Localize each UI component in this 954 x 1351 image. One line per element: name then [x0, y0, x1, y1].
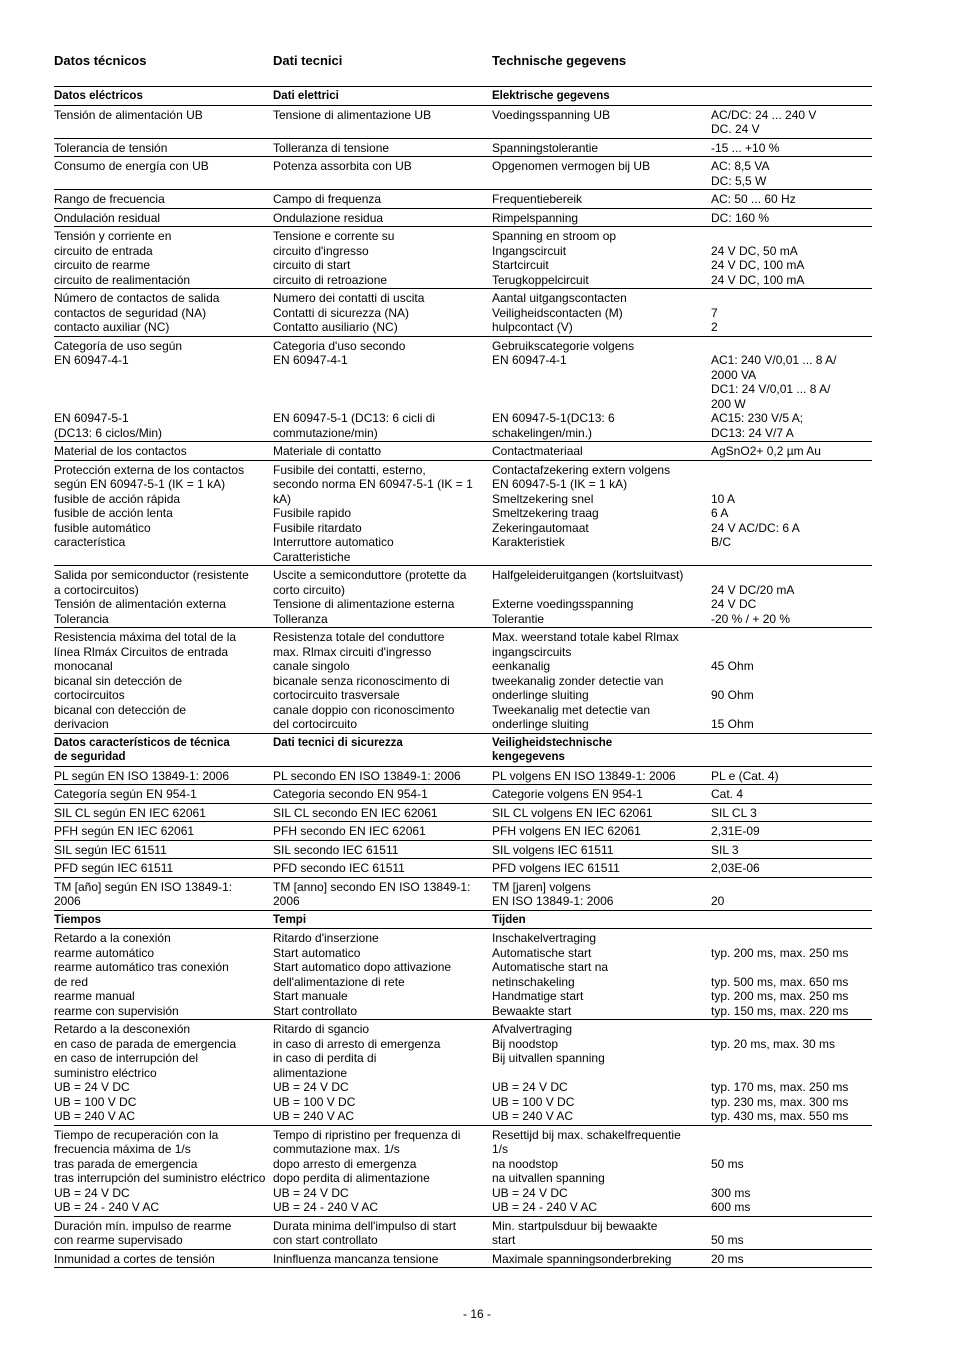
cell-value	[711, 910, 872, 929]
cell-value: AC: 50 ... 60 Hz	[711, 190, 872, 209]
cell-nl: Opgenomen vermogen bij UB	[492, 157, 711, 190]
table-row	[54, 859, 872, 878]
page-number: - 16 -	[462, 1307, 491, 1321]
cell-value: 24 V DC, 50 mA 24 V DC, 100 mA 24 V DC, 100 mA	[711, 227, 872, 289]
cell-value: 7 2	[711, 289, 872, 337]
cell-nl: SIL CL volgens EN IEC 62061	[492, 803, 711, 822]
column-headings	[54, 53, 872, 73]
table-row	[54, 877, 872, 910]
cell-nl: TM [jaren] volgens EN ISO 13849-1: 2006	[492, 877, 711, 910]
cell-value: 10 A 6 A 24 V AC/DC: 6 A B/C	[711, 460, 872, 566]
section-header-row	[54, 910, 872, 929]
cell-value: AC1: 240 V/0,01 ... 8 A/ 2000 VA DC1: 24 V/0,01 ... 8 A/ 200 W AC15: 230 V/5 A; DC13: 24 V/7 A	[711, 336, 872, 442]
cell-nl: Spanningstolerantie	[492, 138, 711, 157]
cell-es: Inmunidad a cortes de tensión	[54, 1249, 273, 1268]
heading-es: Datos técnicos	[54, 53, 147, 68]
cell-es: Retardo a la conexión rearme automático rearme automático tras conexión de red rearme manual rearme con supervisión	[54, 929, 273, 1020]
cell-value: typ. 20 ms, max. 30 ms typ. 170 ms, max. 250 ms typ. 230 ms, max. 300 ms typ. 430 ms, max. 550 ms	[711, 1020, 872, 1126]
table-row	[54, 442, 872, 461]
cell-it: Fusibile dei contatti, esterno, secondo norma EN 60947-5-1 (IK = 1 kA) Fusibile rapido Fusibile ritardato Interruttore automatico Caratteristiche	[273, 460, 492, 566]
cell-es: SIL CL según EN IEC 62061	[54, 803, 273, 822]
table-row	[54, 766, 872, 785]
table-row	[54, 336, 872, 442]
table-row	[54, 105, 872, 138]
cell-it: Campo di frequenza	[273, 190, 492, 209]
cell-nl: Aantal uitgangscontacten Veiligheidscontacten (M) hulpcontact (V)	[492, 289, 711, 337]
cell-it: PFD secondo IEC 61511	[273, 859, 492, 878]
cell-value: DC: 160 %	[711, 208, 872, 227]
cell-it: SIL secondo IEC 61511	[273, 840, 492, 859]
cell-nl: Afvalvertraging Bij noodstop Bij uitvallen spanning UB = 24 V DC UB = 100 V DC UB = 240 V AC	[492, 1020, 711, 1126]
cell-value: 2,31E-09	[711, 822, 872, 841]
table-row	[54, 822, 872, 841]
cell-it: Ondulazione residua	[273, 208, 492, 227]
cell-nl: Inschakelvertraging Automatische start Automatische start na netinschakeling Handmatige start Bewaakte start	[492, 929, 711, 1020]
table-row	[54, 289, 872, 337]
table-row	[54, 566, 872, 628]
cell-nl: Tijden	[492, 910, 711, 929]
cell-it: Tensione di alimentazione UB	[273, 105, 492, 138]
cell-it: Ritardo d'inserzione Start automatico Start automatico dopo attivazione dell'alimentazione di rete Start manuale Start controllato	[273, 929, 492, 1020]
cell-it: Tempo di ripristino per frequenza di commutazione max. 1/s dopo arresto di emergenza dopo perdita di alimentazione UB = 24 V DC UB = 24 - 240 V AC	[273, 1125, 492, 1216]
cell-it: Dati tecnici di sicurezza	[273, 733, 492, 766]
cell-value: Cat. 4	[711, 785, 872, 804]
cell-es: TM [año] según EN ISO 13849-1: 2006	[54, 877, 273, 910]
cell-it: Durata minima dell'impulso di start con start controllato	[273, 1216, 492, 1249]
cell-it: Potenza assorbita con UB	[273, 157, 492, 190]
cell-it: Ritardo di sgancio in caso di arresto di emergenza in caso di perdita di alimentazione UB = 24 V DC UB = 100 V DC UB = 240 V AC	[273, 1020, 492, 1126]
cell-es: Material de los contactos	[54, 442, 273, 461]
cell-es: Categoría de uso según EN 60947-4-1 EN 60947-5-1 (DC13: 6 ciclos/Min)	[54, 336, 273, 442]
cell-value: 45 Ohm 90 Ohm 15 Ohm	[711, 628, 872, 734]
cell-it: SIL CL secondo EN IEC 62061	[273, 803, 492, 822]
cell-es: Retardo a la desconexión en caso de parada de emergencia en caso de interrupción del suministro eléctrico UB = 24 V DC UB = 100 V DC UB = 240 V AC	[54, 1020, 273, 1126]
table-row	[54, 227, 872, 289]
cell-it: Tensione e corrente su circuito d'ingresso circuito di start circuito di retroazione	[273, 227, 492, 289]
cell-value: SIL 3	[711, 840, 872, 859]
cell-es: Datos característicos de técnica de seguridad	[54, 733, 273, 766]
cell-value: 20	[711, 877, 872, 910]
cell-es: PL según EN ISO 13849-1: 2006	[54, 766, 273, 785]
cell-es: Tiempo de recuperación con la frecuencia máxima de 1/s tras parada de emergencia tras interrupción del suministro eléctrico UB = 24 V DC UB = 24 - 240 V AC	[54, 1125, 273, 1216]
cell-it: Ininfluenza mancanza tensione	[273, 1249, 492, 1268]
section-header-row	[54, 87, 872, 106]
cell-es: Tiempos	[54, 910, 273, 929]
cell-nl: Rimpelspanning	[492, 208, 711, 227]
cell-it: Resistenza totale del conduttore max. Rlmax circuiti d'ingresso canale singolo bicanale senza riconoscimento di cortocircuito trasversale canale doppio con riconoscimento del cortocircuito	[273, 628, 492, 734]
cell-value: PL e (Cat. 4)	[711, 766, 872, 785]
cell-value: typ. 200 ms, max. 250 ms typ. 500 ms, max. 650 ms typ. 200 ms, max. 250 ms typ. 150 ms, max. 220 ms	[711, 929, 872, 1020]
cell-nl: Frequentiebereik	[492, 190, 711, 209]
cell-es: Categoría según EN 954-1	[54, 785, 273, 804]
cell-it: Categoria d'uso secondo EN 60947-4-1 EN 60947-5-1 (DC13: 6 cicli di commutazione/min)	[273, 336, 492, 442]
table-row	[54, 157, 872, 190]
table-row	[54, 840, 872, 859]
cell-nl: Spanning en stroom op Ingangscircuit Startcircuit Terugkoppelcircuit	[492, 227, 711, 289]
cell-value	[711, 87, 872, 106]
cell-es: Datos eléctricos	[54, 87, 273, 106]
heading-nl: Technische gegevens	[492, 53, 627, 68]
cell-it: Dati elettrici	[273, 87, 492, 106]
technical-data-table	[54, 86, 872, 1268]
cell-nl: Categorie volgens EN 954-1	[492, 785, 711, 804]
cell-it: Tolleranza di tensione	[273, 138, 492, 157]
table-row	[54, 1020, 872, 1126]
cell-es: Salida por semiconductor (resistente a cortocircuitos) Tensión de alimentación externa Tolerancia	[54, 566, 273, 628]
cell-nl: Maximale spanningsonderbreking	[492, 1249, 711, 1268]
table-row	[54, 785, 872, 804]
cell-nl: Max. weerstand totale kabel Rlmax ingangscircuits eenkanalig tweekanalig zonder detectie van onderlinge sluiting Tweekanalig met detectie van onderlinge sluiting	[492, 628, 711, 734]
cell-it: PL secondo EN ISO 13849-1: 2006	[273, 766, 492, 785]
cell-es: Consumo de energía con UB	[54, 157, 273, 190]
heading-it: Dati tecnici	[273, 53, 343, 68]
cell-value: 24 V DC/20 mA 24 V DC -20 % / + 20 %	[711, 566, 872, 628]
section-header-row	[54, 733, 872, 766]
cell-it: TM [anno] secondo EN ISO 13849-1: 2006	[273, 877, 492, 910]
cell-es: Duración mín. impulso de rearme con rearme supervisado	[54, 1216, 273, 1249]
cell-it: Materiale di contatto	[273, 442, 492, 461]
cell-es: Protección externa de los contactos según EN 60947-5-1 (IK = 1 kA) fusible de acción rápida fusible de acción lenta fusible automático característica	[54, 460, 273, 566]
cell-value: 2,03E-06	[711, 859, 872, 878]
cell-es: Tolerancia de tensión	[54, 138, 273, 157]
cell-value: SIL CL 3	[711, 803, 872, 822]
cell-value: -15 ... +10 %	[711, 138, 872, 157]
cell-it: Uscite a semiconduttore (protette da corto circuito) Tensione di alimentazione esterna Tolleranza	[273, 566, 492, 628]
cell-es: SIL según IEC 61511	[54, 840, 273, 859]
cell-es: PFD según IEC 61511	[54, 859, 273, 878]
table-row	[54, 460, 872, 566]
table-row	[54, 929, 872, 1020]
cell-nl: Halfgeleideruitgangen (kortsluitvast) Externe voedingsspanning Tolerantie	[492, 566, 711, 628]
cell-value: AC: 8,5 VA DC: 5,5 W	[711, 157, 872, 190]
table-row	[54, 1216, 872, 1249]
table-row	[54, 628, 872, 734]
cell-value: 50 ms	[711, 1216, 872, 1249]
cell-nl: PFD volgens IEC 61511	[492, 859, 711, 878]
cell-it: Numero dei contatti di uscita Contatti di sicurezza (NA) Contatto ausiliario (NC)	[273, 289, 492, 337]
cell-value: AgSnO2+ 0,2 µm Au	[711, 442, 872, 461]
cell-nl: Elektrische gegevens	[492, 87, 711, 106]
cell-value: AC/DC: 24 ... 240 V DC. 24 V	[711, 105, 872, 138]
cell-value: 20 ms	[711, 1249, 872, 1268]
cell-it: Categoria secondo EN 954-1	[273, 785, 492, 804]
cell-nl: Gebruikscategorie volgens EN 60947-4-1 EN 60947-5-1(DC13: 6 schakelingen/min.)	[492, 336, 711, 442]
cell-es: Tensión de alimentación UB	[54, 105, 273, 138]
table-row	[54, 1249, 872, 1268]
table-row	[54, 138, 872, 157]
cell-es: Número de contactos de salida contactos de seguridad (NA) contacto auxiliar (NC)	[54, 289, 273, 337]
cell-es: Rango de frecuencia	[54, 190, 273, 209]
cell-nl: PL volgens EN ISO 13849-1: 2006	[492, 766, 711, 785]
cell-nl: Contactmateriaal	[492, 442, 711, 461]
cell-nl: SIL volgens IEC 61511	[492, 840, 711, 859]
cell-nl: PFH volgens EN IEC 62061	[492, 822, 711, 841]
cell-value: 50 ms 300 ms 600 ms	[711, 1125, 872, 1216]
cell-nl: Contactafzekering extern volgens EN 60947-5-1 (IK = 1 kA) Smeltzekering snel Smeltzekering traag Zekeringautomaat Karakteristiek	[492, 460, 711, 566]
cell-es: PFH según EN IEC 62061	[54, 822, 273, 841]
cell-es: Resistencia máxima del total de la línea Rlmáx Circuitos de entrada monocanal bicanal sin detección de cortocircuitos bicanal con detección de derivacion	[54, 628, 273, 734]
cell-es: Tensión y corriente en circuito de entrada circuito de rearme circuito de realimentación	[54, 227, 273, 289]
cell-it: Tempi	[273, 910, 492, 929]
cell-it: PFH secondo EN IEC 62061	[273, 822, 492, 841]
table-row	[54, 1125, 872, 1216]
cell-nl: Voedingsspanning UB	[492, 105, 711, 138]
cell-value	[711, 733, 872, 766]
cell-nl: Min. startpulsduur bij bewaakte start	[492, 1216, 711, 1249]
cell-nl: Veiligheidstechnische kengegevens	[492, 733, 711, 766]
table-row	[54, 190, 872, 209]
table-row	[54, 803, 872, 822]
table-row	[54, 208, 872, 227]
cell-es: Ondulación residual	[54, 208, 273, 227]
cell-nl: Resettijd bij max. schakelfrequentie 1/s na noodstop na uitvallen spanning UB = 24 V DC UB = 24 - 240 V AC	[492, 1125, 711, 1216]
